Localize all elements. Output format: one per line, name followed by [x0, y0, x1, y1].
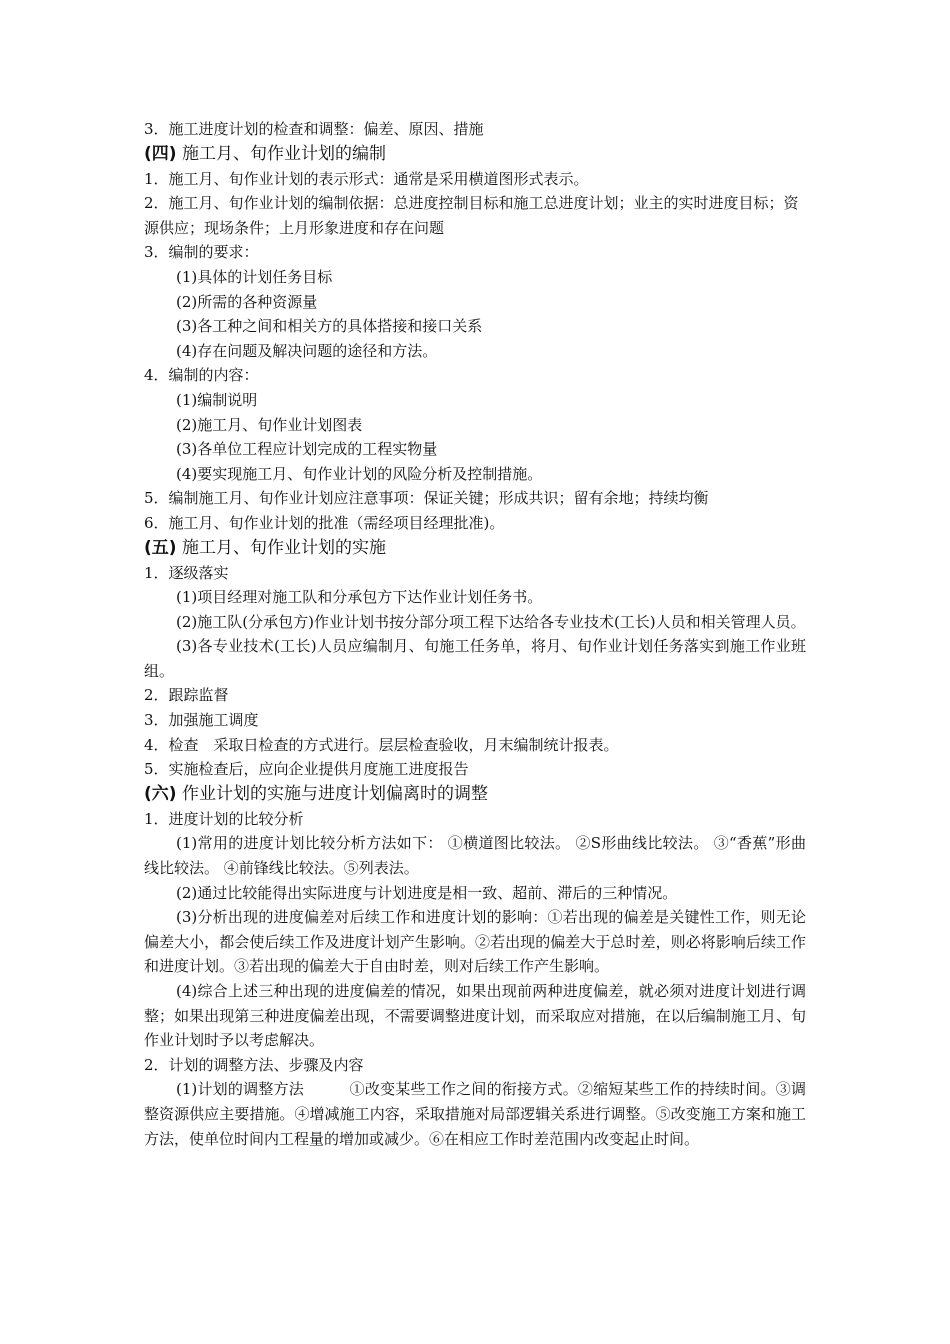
section-heading-5 [144, 536, 806, 561]
list-item: (3)各工种之间和相关方的具体搭接和接口关系 [176, 317, 483, 336]
paragraph: 1．进度计划的比较分析 [144, 809, 304, 828]
list-item: (1)计划的调整方法 ①改变某些工作之间的衔接方式。②缩短某些工作的持续时间。③调整资源供应主要措施。④增减施工内容，采取措施对局部逻辑关系进行调整。⑤改变施工方案和施工方法，使单位时间内工程量的增加或减少。⑥在相应工作时差范围内改变起止时间。 [144, 1080, 806, 1148]
section-number: (五) [144, 537, 177, 558]
list-item: (2)施工月、旬作业计划图表 [176, 415, 363, 434]
paragraph: 3．施工进度计划的检查和调整：偏差、原因、措施 [144, 120, 484, 138]
section-title: 施工月、旬作业计划的实施 [181, 537, 386, 558]
paragraph: 3．编制的要求： [144, 243, 259, 262]
paragraph: 4．编制的内容： [144, 366, 259, 385]
document-body [144, 117, 806, 1151]
paragraph: 3．加强施工调度 [144, 711, 259, 730]
list-item: (2)通过比较能得出实际进度与计划进度是相一致、超前、滞后的三种情况。 [176, 883, 678, 902]
section-title: 施工月、旬作业计划的编制 [181, 143, 386, 164]
section-heading-6 [144, 782, 806, 807]
list-item: (3)各单位工程应计划完成的工程实物量 [176, 440, 438, 459]
paragraph: 5．实施检查后，应向企业提供月度施工进度报告 [144, 760, 469, 779]
list-item: (1)常用的进度计划比较分析方法如下： ①横道图比较法。 ②S形曲线比较法。 ③“香蕉”形曲线比较法。 ④前锋线比较法。⑤列表法。 [144, 834, 806, 878]
paragraph: 2．施工月、旬作业计划的编制依据：总进度控制目标和施工总进度计划；业主的实时进度目标；资源供应；现场条件；上月形象进度和存在问题 [144, 194, 799, 237]
paragraph: 5．编制施工月、旬作业计划应注意事项：保证关键；形成共识；留有余地；持续均衡 [144, 489, 709, 508]
paragraph: 1．逐级落实 [144, 563, 229, 582]
section-title: 作业计划的实施与进度计划偏离时的调整 [181, 783, 488, 804]
list-item: (4)要实现施工月、旬作业计划的风险分析及控制措施。 [176, 464, 543, 483]
list-item: (3)分析出现的进度偏差对后续工作和进度计划的影响：①若出现的偏差是关键性工作，则无论偏差大小，都会使后续工作及进度计划产生影响。②若出现的偏差大于总时差，则必将影响后续工作和进度计划。③若出现的偏差大于自由时差，则对后续工作产生影响。 [144, 908, 806, 976]
paragraph: 6．施工月、旬作业计划的批准（需经项目经理批准)。 [144, 513, 505, 532]
list-item: (3)各专业技术(工长)人员应编制月、旬施工任务单，将月、旬作业计划任务落实到施工作业班组。 [144, 637, 806, 680]
paragraph: 2．计划的调整方法、步骤及内容 [144, 1055, 364, 1074]
list-item: (1)编制说明 [176, 390, 258, 409]
section-heading-4 [144, 142, 806, 167]
paragraph: 1．施工月、旬作业计划的表示形式：通常是采用横道图形式表示。 [144, 169, 589, 188]
list-item: (2)施工队(分承包方)作业计划书按分部分项工程下达给各专业技术(工长)人员和相关管理人员。 [176, 612, 806, 631]
list-item: (1)项目经理对施工队和分承包方下达作业计划任务书。 [176, 588, 543, 607]
paragraph: 4．检查 采取日检查的方式进行。层层检查验收，月末编制统计报表。 [144, 735, 619, 754]
list-item: (1)具体的计划任务目标 [176, 267, 333, 286]
list-item: (4)存在问题及解决问题的途径和方法。 [176, 341, 438, 360]
section-number: (四) [144, 143, 177, 164]
list-item: (2)所需的各种资源量 [176, 292, 318, 311]
list-item: (4)综合上述三种出现的进度偏差的情况，如果出现前两种进度偏差，就必须对进度计划进行调整；如果出现第三种进度偏差出现，不需要调整进度计划，而采取应对措施，在以后编制施工月、旬作业计划时予以考虑解决。 [144, 982, 806, 1050]
paragraph: 2．跟踪监督 [144, 686, 229, 705]
section-number: (六) [144, 783, 177, 804]
